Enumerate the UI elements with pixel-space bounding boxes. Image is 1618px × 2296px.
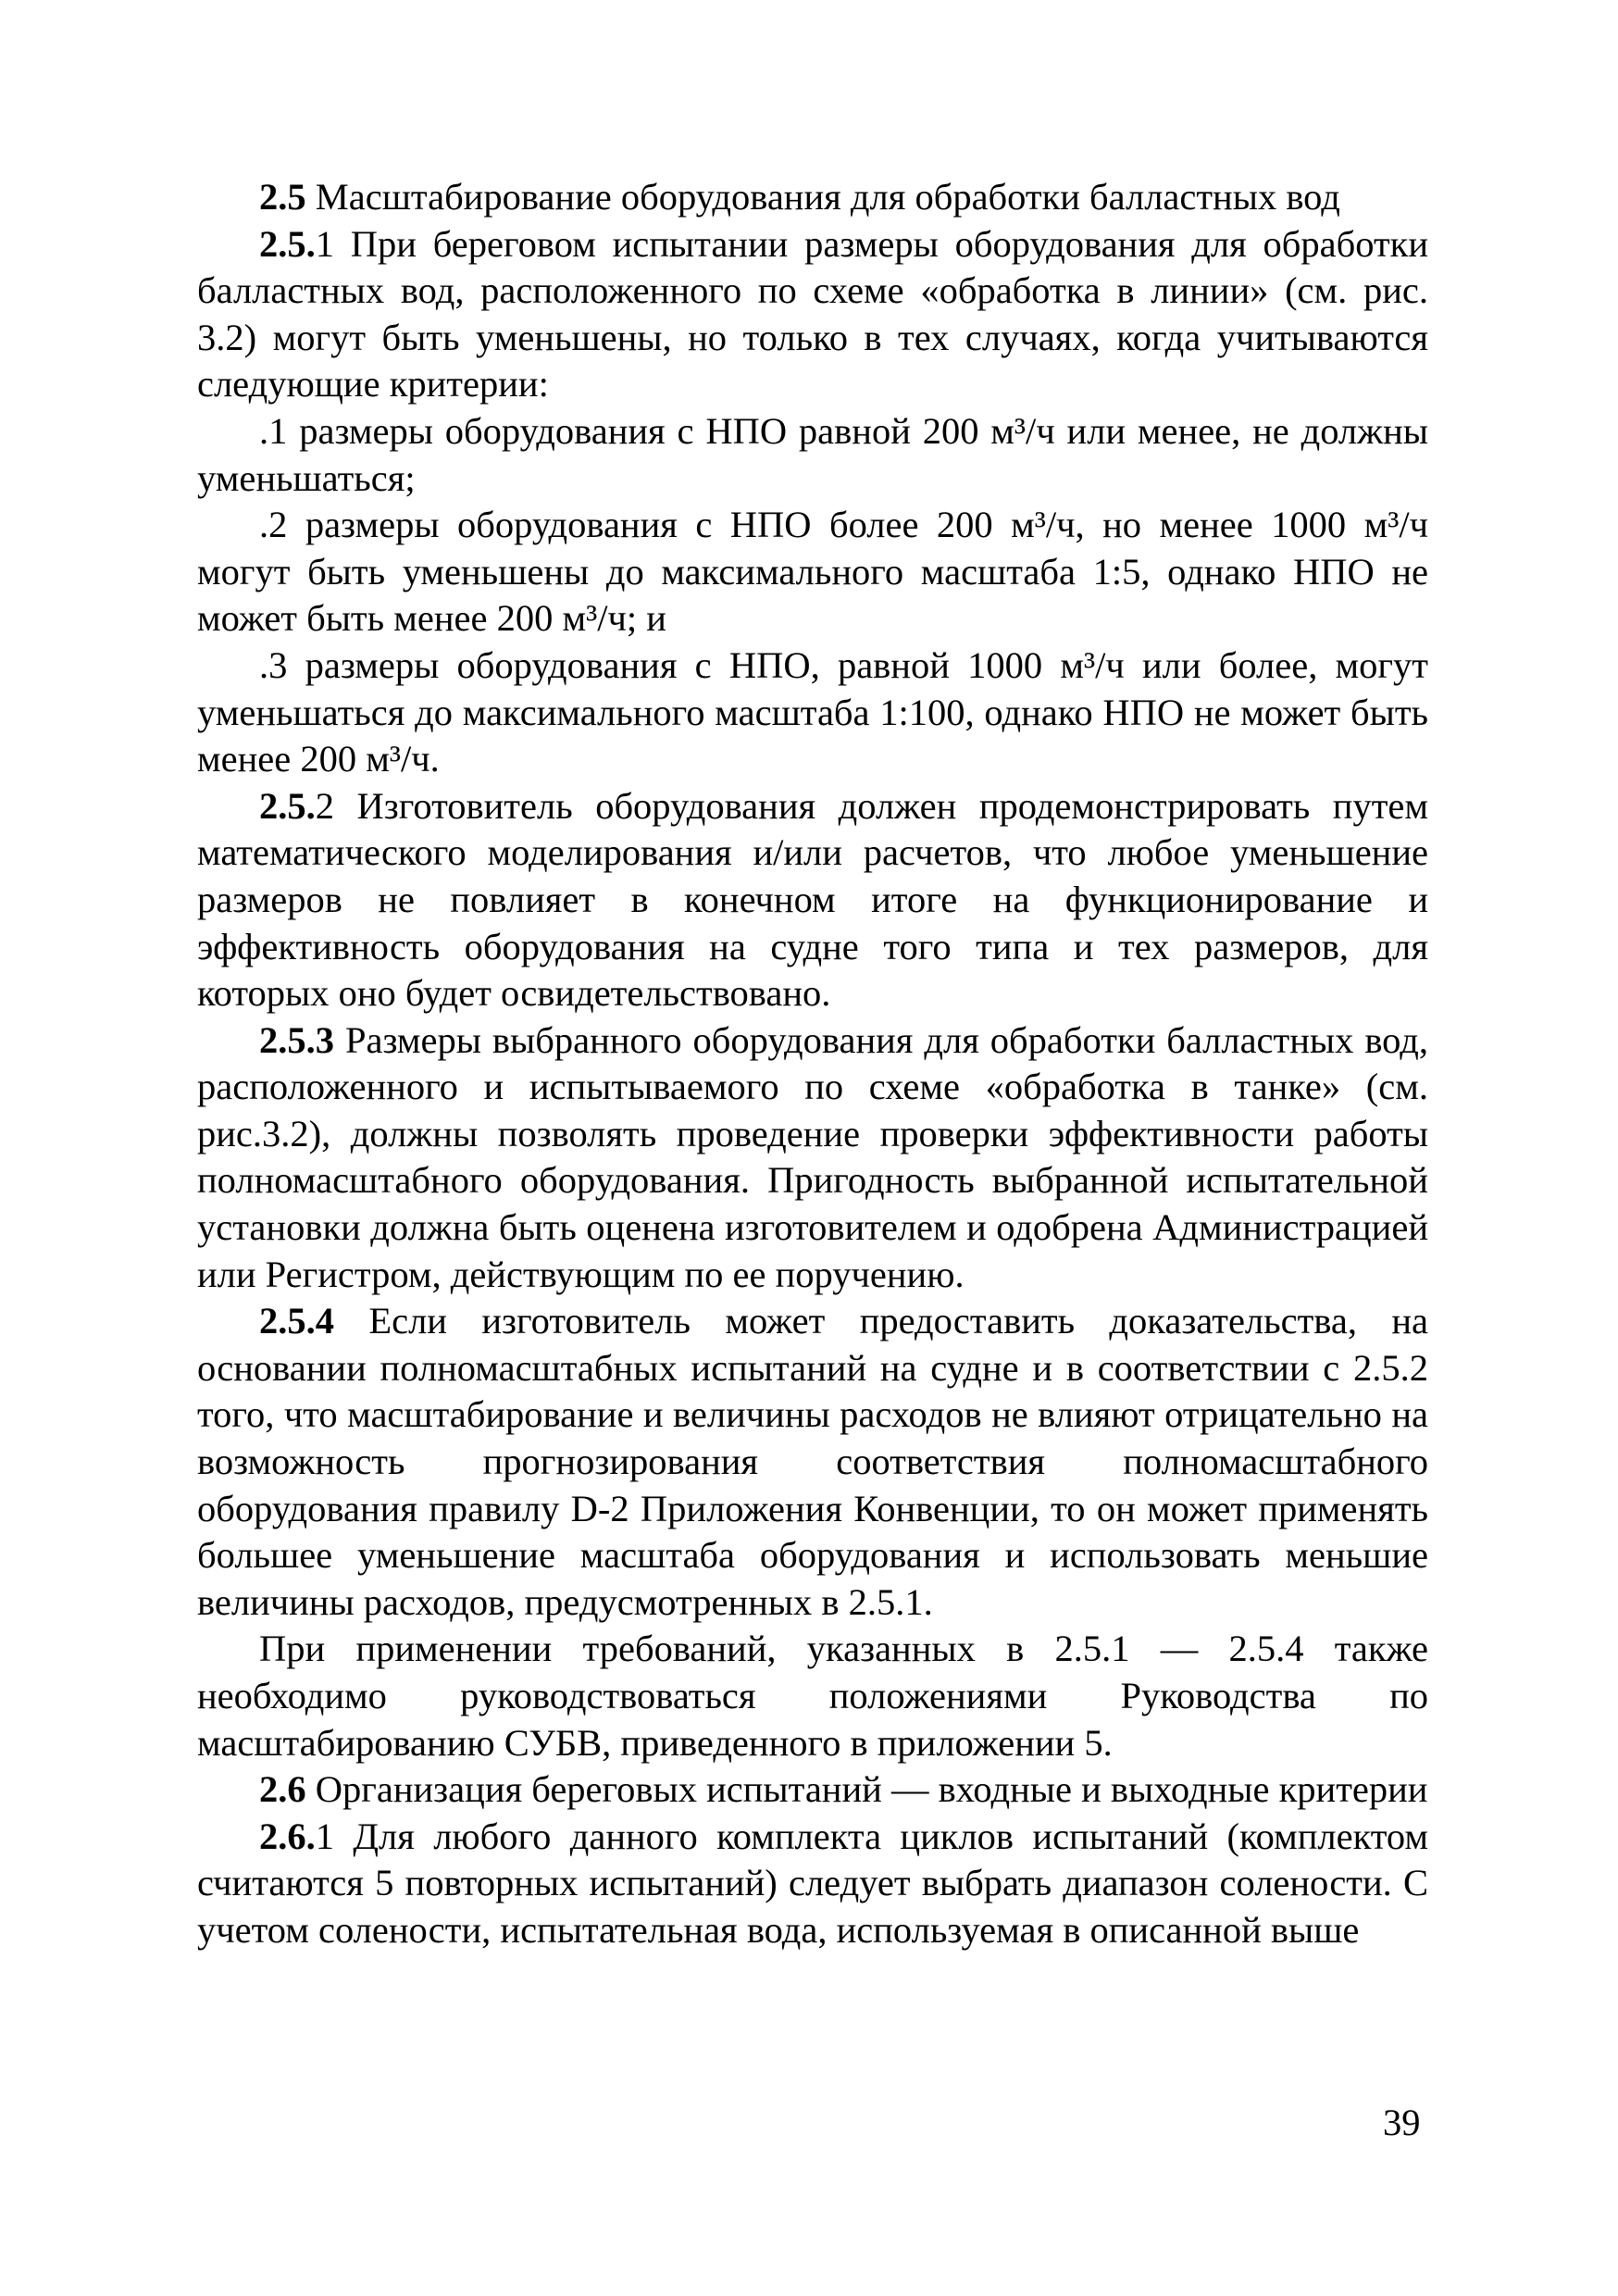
paragraph-text: 1 Для любого данного комплекта циклов испытаний (комплектом считаются 5 повторных испытаний) следует выбрать диапазон солености. С учетом солености, испытательная вода, используемая в описанной выше bbox=[197, 1815, 1428, 1951]
paragraph-2-5-4 bbox=[197, 1298, 1428, 1626]
paragraph-text: 1 При береговом испытании размеры оборудования для обработки балластных вод, расположенного по схеме «обработка в линии» (см. рис. 3.2) могут быть уменьшены, но только в тех случаях, когда учитываются следующие критерии: bbox=[197, 222, 1428, 406]
paragraph-text: Организация береговых испытаний — входные и выходные критерии bbox=[305, 1768, 1428, 1811]
section-number: 2.5. bbox=[259, 222, 316, 265]
paragraph-text: Масштабирование оборудования для обработки балластных вод bbox=[305, 176, 1340, 218]
paragraph-text: Размеры выбранного оборудования для обработки балластных вод, расположенного и испытываемого по схеме «обработка в танке» (см. рис.3.2), должны позволять проведение проверки эффективности работы полномасштабного оборудования. Пригодность выбранной испытательной установки должна быть оценена изготовителем и одобрена Администрацией или Регистром, действующим по ее поручению. bbox=[197, 1018, 1428, 1295]
paragraph-text: 2 Изготовитель оборудования должен продемонстрировать путем математического моделирования и/или расчетов, что любое уменьшение размеров не повлияет в конечном итоге на функционирование и эффективность оборудования на судне того типа и тех размеров, для которых оно будет освидетельствовано. bbox=[197, 784, 1428, 1015]
section-2-6-heading bbox=[197, 1766, 1428, 1814]
paragraph-text: .3 размеры оборудования с НПО, равной 1000 м³/ч или более, могут уменьшаться до максимального масштаба 1:100, однако НПО не может быть менее 200 м³/ч. bbox=[197, 643, 1428, 780]
section-number: 2.5.4 bbox=[259, 1300, 334, 1342]
paragraph-text: .2 размеры оборудования с НПО более 200 м³/ч, но менее 1000 м³/ч могут быть уменьшены до максимального масштаба 1:5, однако НПО не может быть менее 200 м³/ч; и bbox=[197, 504, 1428, 640]
section-2-5-heading bbox=[197, 174, 1428, 221]
section-number: 2.5. bbox=[259, 784, 316, 827]
paragraph-text: Если изготовитель может предоставить доказательства, на основании полномасштабных испытаний на судне и в соответствии с 2.5.2 того, что масштабирование и величины расходов не влияют отрицательно на возможность прогнозирования соответствия полномасштабного оборудования правилу D-2 Приложения Конвенции, то он может применять большее уменьшение масштаба оборудования и использовать меньшие величины расходов, предусмотренных в 2.5.1. bbox=[197, 1300, 1428, 1623]
section-number: 2.5 bbox=[259, 176, 306, 218]
body-text bbox=[197, 174, 1428, 1954]
list-item-3 bbox=[197, 643, 1428, 783]
list-item-2 bbox=[197, 502, 1428, 643]
paragraph-2-5-2 bbox=[197, 783, 1428, 1017]
section-number: 2.5.3 bbox=[259, 1018, 334, 1061]
paragraph-scaling-guidance bbox=[197, 1626, 1428, 1766]
paragraph-2-5-3 bbox=[197, 1017, 1428, 1299]
paragraph-text: При применении требований, указанных в 2.5.1 — 2.5.4 также необходимо руководствоваться положениями Руководства по масштабированию СУБВ, приведенного в приложении 5. bbox=[197, 1628, 1428, 1764]
paragraph-text: .1 размеры оборудования с НПО равной 200 м³/ч или менее, не должны уменьшаться; bbox=[197, 409, 1428, 499]
section-number: 2.6. bbox=[259, 1815, 316, 1857]
page-number: 39 bbox=[1383, 2102, 1421, 2143]
paragraph-2-6-1 bbox=[197, 1814, 1428, 1954]
list-item-1 bbox=[197, 408, 1428, 502]
paragraph-2-5-1 bbox=[197, 221, 1428, 408]
section-number: 2.6 bbox=[259, 1768, 306, 1811]
